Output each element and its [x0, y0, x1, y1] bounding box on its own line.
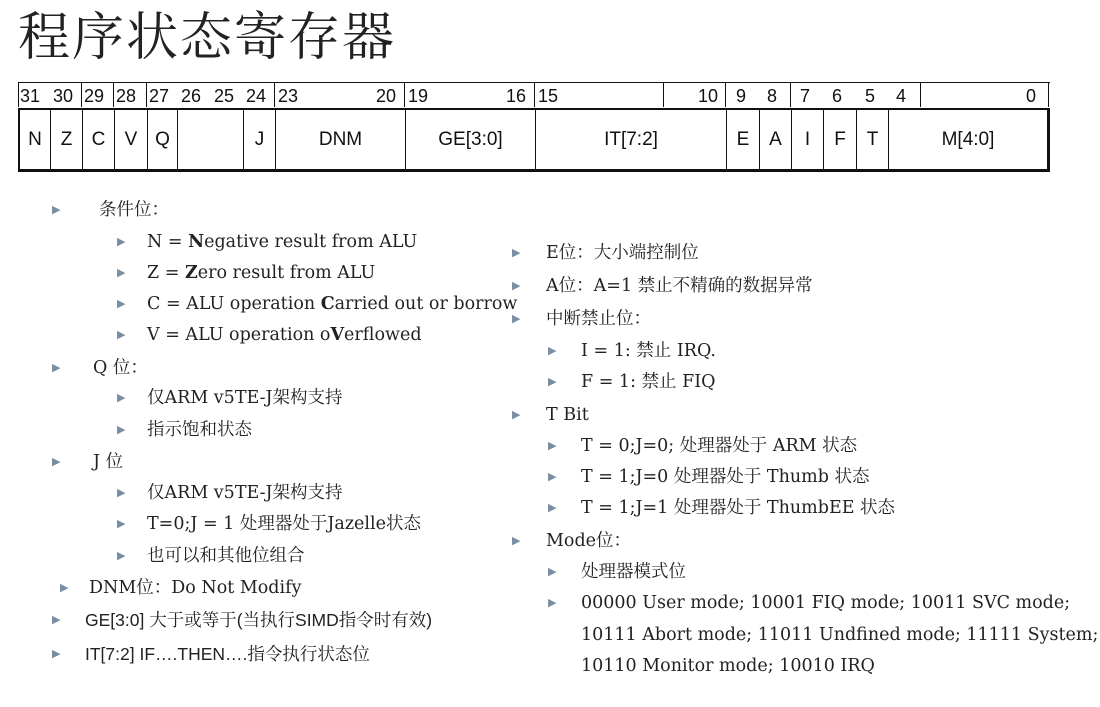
bit-divider — [790, 83, 791, 107]
list-item-text: erflowed — [344, 325, 422, 345]
bullet-arrow-icon: ▶ — [117, 235, 126, 248]
list-item-j-header — [52, 451, 123, 473]
bit-label: 8 — [767, 86, 778, 106]
bit-divider — [920, 83, 921, 107]
list-item-text: I = 1: 禁止 IRQ. — [581, 341, 716, 361]
list-item-text: 00000 User mode; 10001 FIQ mode; 10011 SVC mode; — [581, 593, 1071, 613]
list-item-bold: V — [330, 325, 345, 345]
list-item-t1 — [548, 435, 857, 457]
list-item-text: ero result from ALU — [197, 263, 376, 283]
bit-label: 23 — [278, 86, 299, 106]
bit-label: 15 — [538, 86, 559, 106]
bit-label: 0 — [1026, 86, 1037, 106]
bullet-arrow-icon: ▶ — [117, 266, 126, 279]
list-item-a — [512, 275, 813, 297]
list-item-text: T=0;J = 1 处理器处于Jazelle状态 — [147, 514, 421, 534]
field-z: Z — [51, 110, 83, 170]
bullet-arrow-icon: ▶ — [512, 534, 521, 547]
list-item-int-header — [512, 308, 651, 330]
bullet-arrow-icon: ▶ — [117, 486, 126, 499]
list-item-text: arried out or borrow — [334, 294, 518, 314]
list-item-ge — [52, 609, 432, 632]
list-item-mode1 — [548, 561, 686, 583]
field-dnm: DNM — [276, 110, 406, 170]
bullet-arrow-icon: ▶ — [117, 297, 126, 310]
list-item-n — [117, 231, 417, 253]
list-item-i — [548, 340, 716, 362]
bullet-arrow-icon: ▶ — [548, 375, 557, 388]
list-item-text: 仅ARM v5TE-J架构支持 — [147, 388, 343, 408]
bit-label: 25 — [214, 86, 235, 106]
list-item-j3 — [117, 545, 305, 567]
field-j: J — [244, 110, 276, 170]
bit-divider — [534, 83, 535, 107]
bullet-arrow-icon: ▶ — [117, 517, 126, 530]
bit-divider — [404, 83, 405, 107]
bullet-arrow-icon: ▶ — [117, 549, 126, 562]
bit-label: 7 — [800, 86, 811, 106]
bit-label: 5 — [865, 86, 876, 106]
bullet-arrow-icon: ▶ — [548, 565, 557, 578]
bit-label: 26 — [181, 86, 202, 106]
list-item-j2 — [117, 513, 421, 535]
field-c: C — [83, 110, 115, 170]
bit-label: 20 — [376, 86, 397, 106]
field-ge: GE[3:0] — [406, 110, 536, 170]
bullet-arrow-icon: ▶ — [52, 361, 61, 374]
bit-label: 27 — [149, 86, 170, 106]
list-item-z — [117, 262, 375, 284]
list-item-text: 仅ARM v5TE-J架构支持 — [147, 483, 343, 503]
field-v: V — [115, 110, 148, 170]
bullet-arrow-icon: ▶ — [512, 408, 521, 421]
register-diagram — [18, 82, 1050, 172]
bit-divider — [1048, 83, 1049, 107]
list-item-text: N = — [147, 232, 189, 252]
list-item-text: egative result from ALU — [204, 232, 418, 252]
bullet-arrow-icon: ▶ — [548, 596, 557, 609]
field-n: N — [20, 110, 51, 170]
bullet-arrow-icon: ▶ — [60, 581, 69, 594]
bit-number-row — [18, 82, 1050, 109]
field-mode: M[4:0] — [941, 129, 995, 150]
bit-label: 16 — [506, 86, 527, 106]
bit-label: 24 — [246, 86, 267, 106]
list-item-cond-header — [52, 199, 169, 221]
list-item-text: C = ALU operation — [147, 294, 321, 314]
list-item-text: 中断禁止位： — [546, 309, 651, 329]
list-item-mode-header — [512, 530, 631, 552]
bit-label: 4 — [896, 86, 907, 106]
list-item-t2 — [548, 466, 870, 488]
bullet-arrow-icon: ▶ — [512, 246, 521, 259]
bit-divider — [663, 83, 664, 107]
list-item-t3 — [548, 497, 895, 519]
bullet-arrow-icon: ▶ — [52, 647, 61, 660]
bit-divider — [725, 83, 726, 107]
bit-label: 9 — [736, 86, 747, 106]
list-item-text: T = 1;J=1 处理器处于 ThumbEE 状态 — [581, 498, 896, 518]
bullet-arrow-icon: ▶ — [548, 470, 557, 483]
list-item-mode3 — [548, 624, 1098, 646]
list-item-text: J 位 — [93, 452, 124, 472]
list-item-text: 10111 Abort mode; 11011 Undfined mode; 11111 System; — [581, 625, 1099, 645]
list-item-text: E位：大小端控制位 — [546, 243, 699, 263]
field-q: Q — [148, 110, 178, 170]
bit-label: 29 — [84, 86, 105, 106]
list-item-text: F = 1: 禁止 FIQ — [581, 372, 716, 392]
bit-label: 19 — [408, 86, 429, 106]
bit-label: 31 — [20, 86, 41, 106]
list-item-text: Mode位： — [546, 531, 632, 551]
bullet-arrow-icon: ▶ — [117, 391, 126, 404]
list-item-bold: C — [320, 294, 335, 314]
list-item-text: Z = — [147, 263, 185, 283]
list-item-text: 处理器模式位 — [581, 562, 686, 582]
field-i: I — [792, 110, 824, 170]
list-item-bold: Z — [184, 263, 198, 283]
bit-divider — [146, 83, 147, 107]
list-item-bold: N — [188, 232, 205, 252]
field-f: F — [824, 110, 857, 170]
bit-label: 10 — [698, 86, 719, 106]
bit-label: 6 — [832, 86, 843, 106]
bullet-arrow-icon: ▶ — [52, 203, 61, 216]
list-item-text: 条件位： — [99, 200, 169, 220]
bit-label: 30 — [53, 86, 74, 106]
field-it: IT[7:2] — [536, 110, 727, 170]
bullet-arrow-icon: ▶ — [52, 613, 61, 626]
list-item-it — [52, 643, 370, 666]
list-item-text: A位：A=1 禁止不精确的数据异常 — [546, 276, 813, 296]
bullet-arrow-icon: ▶ — [512, 312, 521, 325]
list-item-t-header — [512, 404, 589, 426]
list-item-dnm — [60, 577, 301, 599]
page-title: 程序状态寄存器 — [18, 8, 397, 68]
bullet-arrow-icon: ▶ — [548, 439, 557, 452]
field-reserved — [178, 110, 244, 170]
bullet-arrow-icon: ▶ — [548, 501, 557, 514]
bullet-arrow-icon: ▶ — [117, 423, 126, 436]
list-item-q-header — [52, 357, 148, 379]
field-e: E — [727, 110, 760, 170]
register-fields-row — [18, 108, 1050, 172]
list-item-text: 10110 Monitor mode; 10010 IRQ — [581, 656, 875, 676]
list-item-q2 — [117, 419, 252, 441]
list-item-text: 指示饱和状态 — [147, 420, 252, 440]
list-item-text: IT[7:2] IF….THEN….指令执行状态位 — [85, 644, 370, 664]
list-item-text: Q 位： — [93, 358, 148, 378]
list-item-text: T = 1;J=0 处理器处于 Thumb 状态 — [581, 467, 870, 487]
list-item-text: T Bit — [546, 405, 589, 425]
list-item-e — [512, 242, 699, 264]
list-item-text: 也可以和其他位组合 — [147, 546, 305, 566]
bit-divider — [274, 83, 275, 107]
bullet-arrow-icon: ▶ — [548, 344, 557, 357]
list-item-text: DNM位：Do Not Modify — [89, 578, 302, 598]
list-item-c — [117, 293, 517, 315]
bit-divider — [18, 83, 19, 107]
list-item-v — [117, 324, 422, 346]
list-item-f — [548, 371, 716, 393]
bullet-arrow-icon: ▶ — [117, 328, 126, 341]
list-item-text: GE[3:0] 大于或等于(当执行SIMD指令时有效) — [85, 610, 433, 630]
bit-divider — [81, 83, 82, 107]
bit-divider — [113, 83, 114, 107]
list-item-text: V = ALU operation o — [147, 325, 331, 345]
bit-label: 28 — [116, 86, 137, 106]
bullet-arrow-icon: ▶ — [52, 455, 61, 468]
list-item-j1 — [117, 482, 343, 504]
list-item-q1 — [117, 387, 343, 409]
list-item-mode2 — [548, 592, 1070, 614]
field-t: T — [857, 110, 889, 170]
field-a: A — [760, 110, 792, 170]
list-item-mode4 — [548, 655, 875, 677]
bullet-arrow-icon: ▶ — [512, 279, 521, 292]
list-item-text: T = 0;J=0; 处理器处于 ARM 状态 — [581, 436, 858, 456]
